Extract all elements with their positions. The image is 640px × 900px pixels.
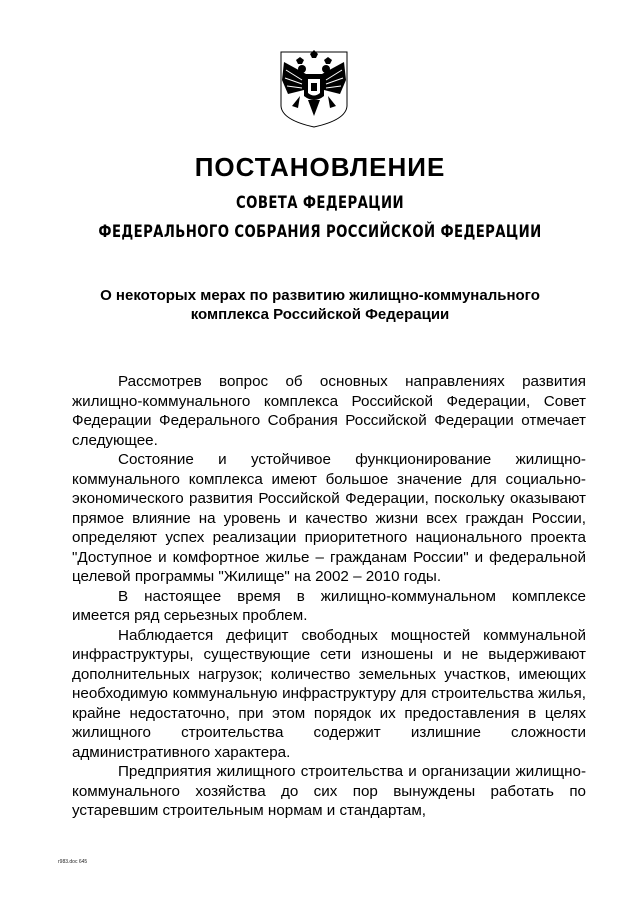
document-subject: О некоторых мерах по развитию жилищно-коммунального комплекса Российской Федерации <box>100 287 540 323</box>
paragraph: В настоящее время в жилищно-коммунальном комплексе имеется ряд серьезных проблем. <box>72 587 586 624</box>
paragraph: Наблюдается дефицит свободных мощностей коммунальной инфраструктуры, существующие сети изношены и не выдерживают дополнительных нагрузок; количество земельных участков, имеющих необходимую коммунальную инфраструктуру для строительства жилья, крайне недостаточно, при этом порядок их предоставления в целях жилищного строительства содержит излишние сложности административного характера. <box>72 626 586 761</box>
file-reference: r983.doc 645 <box>58 859 88 865</box>
document-title: ПОСТАНОВЛЕНИЕ <box>194 152 446 182</box>
paragraph: Рассмотрев вопрос об основных направлениях развития жилищно-коммунального комплекса Российской Федерации, Совет Федерации Федерального Собрания Российской Федерации отмечает следующее. <box>72 373 586 449</box>
paragraph: Состояние и устойчивое функционирование жилищно-коммунального комплекса имеют большое значение для социально-экономического развития Российской Федерации, поскольку оказывают прямое влияние на уровень и качество жизни всех граждан России, определяют успех реализации приоритетного национального проекта "Доступное и комфортное жилье – гражданам России" и федеральной целевой программы "Жилище" на 2002 – 2010 годы. <box>72 451 586 585</box>
paragraph: Предприятия жилищного строительства и организации жилищно-коммунального хозяйства до сих пор вынуждены работать по устаревшим строительным нормам и стандартам, <box>72 763 586 819</box>
coat-of-arms-icon <box>280 50 348 128</box>
issuer-line-2: ФЕДЕРАЛЬНОГО СОБРАНИЯ РОССИЙСКОЙ ФЕДЕРАЦИИ <box>98 222 542 242</box>
document-body <box>72 372 586 821</box>
issuer-line-1: СОВЕТА ФЕДЕРАЦИИ <box>236 193 404 213</box>
